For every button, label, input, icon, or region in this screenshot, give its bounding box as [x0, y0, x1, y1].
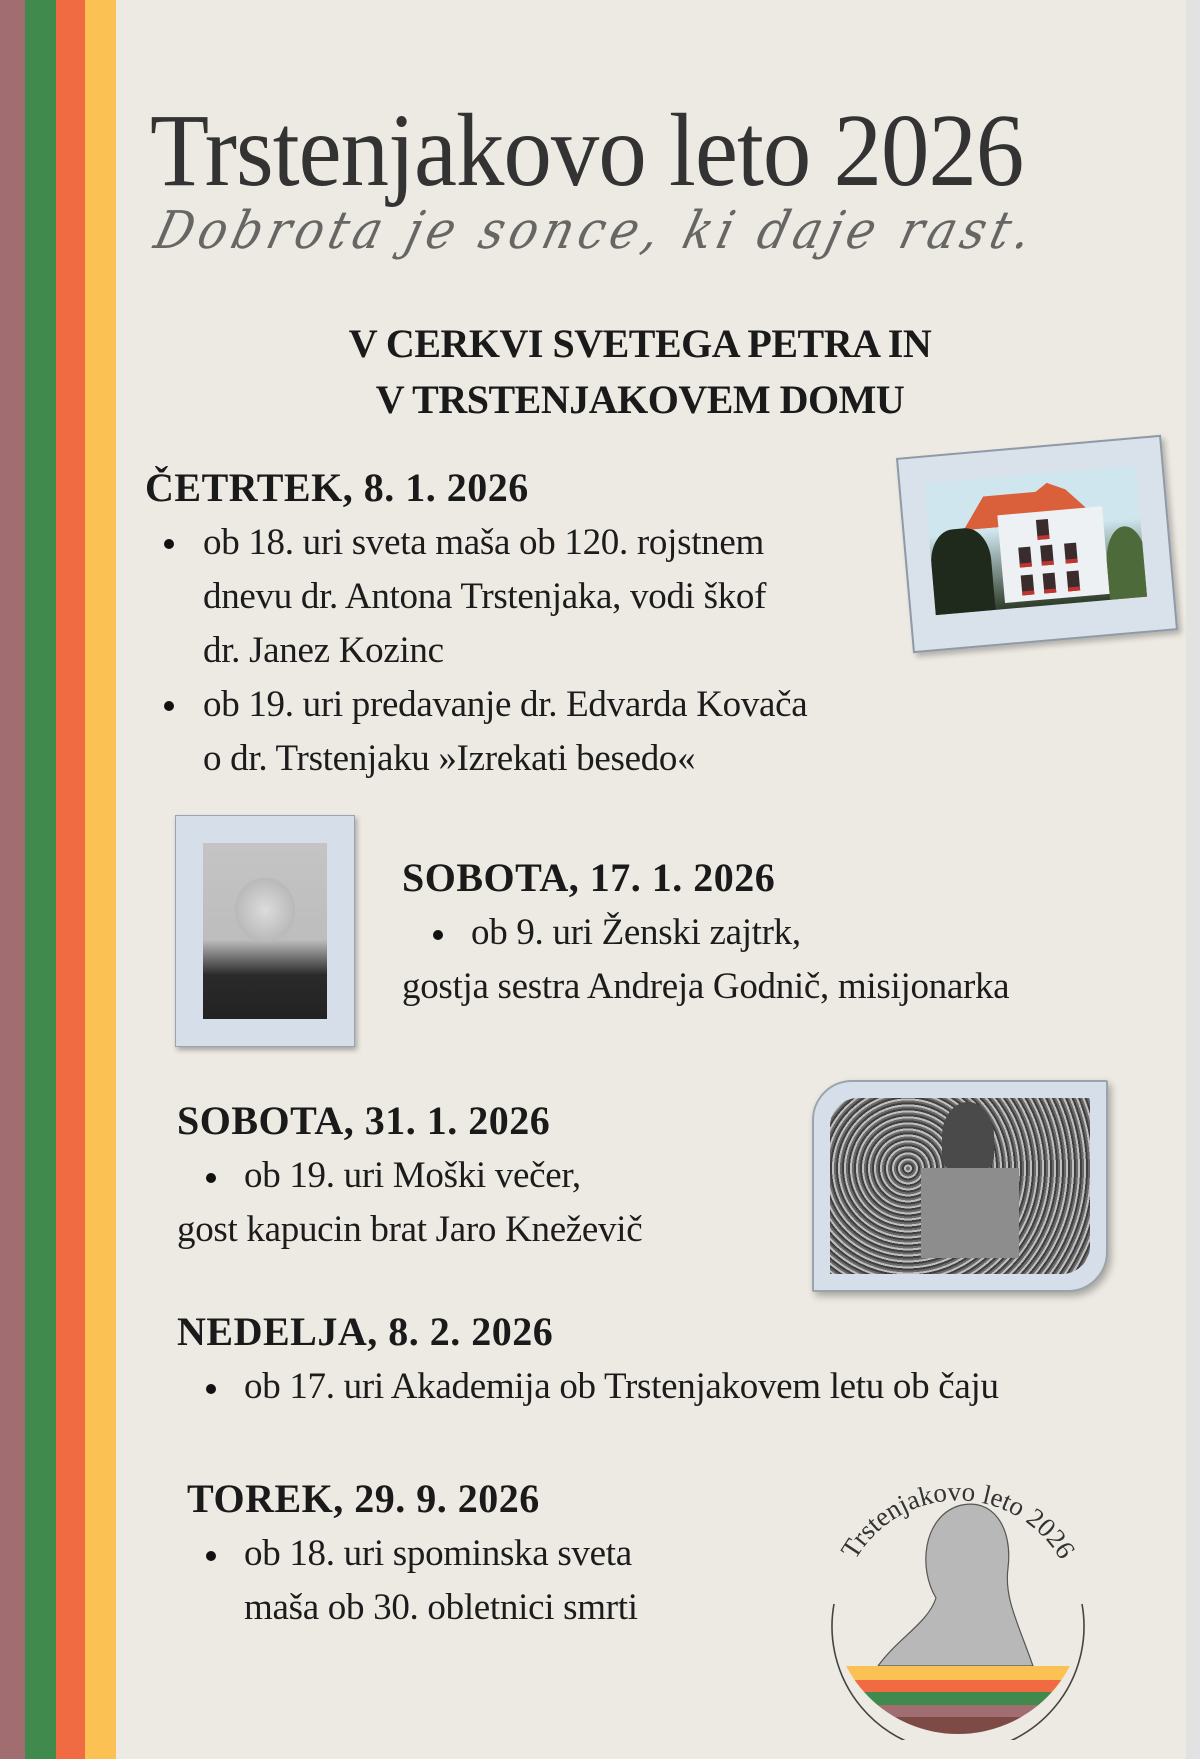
bullet-icon [206, 1173, 216, 1183]
bullet-icon [206, 1551, 216, 1561]
event-line: dr. Janez Kozinc [203, 630, 444, 671]
trstenjak-year-logo [818, 1448, 1098, 1740]
event-line: gostja sestra Andreja Godnič, misijonarka [402, 966, 1010, 1007]
portrait-photo [175, 815, 355, 1047]
stripe-yellow [85, 0, 116, 1759]
event-line: dnevu dr. Antona Trstenjaka, vodi škof [203, 576, 767, 617]
event-line: gost kapucin brat Jaro Kneževič [177, 1209, 643, 1250]
event-line: ob 18. uri sveta maša ob 120. rojstnem [203, 522, 764, 563]
event-date: NEDELJA, 8. 2. 2026 [177, 1309, 554, 1354]
venue-heading [200, 316, 1080, 428]
stripe-mauve [0, 0, 25, 1759]
event-line: ob 9. uri Ženski zajtrk, [471, 912, 801, 953]
bullet-icon [164, 701, 174, 711]
bullet-icon [206, 1384, 216, 1394]
bullet-icon [433, 930, 443, 940]
event-line: ob 17. uri Akademija ob Trstenjakovem letu ob čaju [244, 1366, 999, 1407]
page-title: Trstenjakovo leto 2026 [150, 93, 1024, 208]
house-photo [896, 435, 1178, 653]
logo-text: Trstenjakovo leto 2026 [834, 1476, 1082, 1564]
event-date: SOBOTA, 31. 1. 2026 [177, 1098, 551, 1143]
monument-photo [812, 1080, 1108, 1292]
venue-line-1: V CERKVI SVETEGA PETRA IN [348, 321, 932, 366]
bullet-icon [164, 539, 174, 549]
event-line: ob 18. uri spominska sveta [244, 1533, 632, 1574]
event-line: ob 19. uri Moški večer, [244, 1155, 581, 1196]
venue-line-2: V TRSTENJAKOVEM DOMU [375, 377, 905, 422]
event-date: SOBOTA, 17. 1. 2026 [402, 855, 776, 900]
page-edge [1186, 0, 1200, 1759]
event-line: maša ob 30. obletnici smrti [244, 1587, 638, 1628]
event-line: o dr. Trstenjaku »Izrekati besedo« [203, 738, 696, 779]
event-date: TOREK, 29. 9. 2026 [187, 1476, 540, 1521]
stripe-orange [56, 0, 85, 1759]
event-date: ČETRTEK, 8. 1. 2026 [145, 465, 529, 510]
event-line: ob 19. uri predavanje dr. Edvarda Kovača [203, 684, 808, 725]
motto: Dobrota je sonce, ki daje rast. [148, 201, 1044, 261]
stripe-green [25, 0, 56, 1759]
